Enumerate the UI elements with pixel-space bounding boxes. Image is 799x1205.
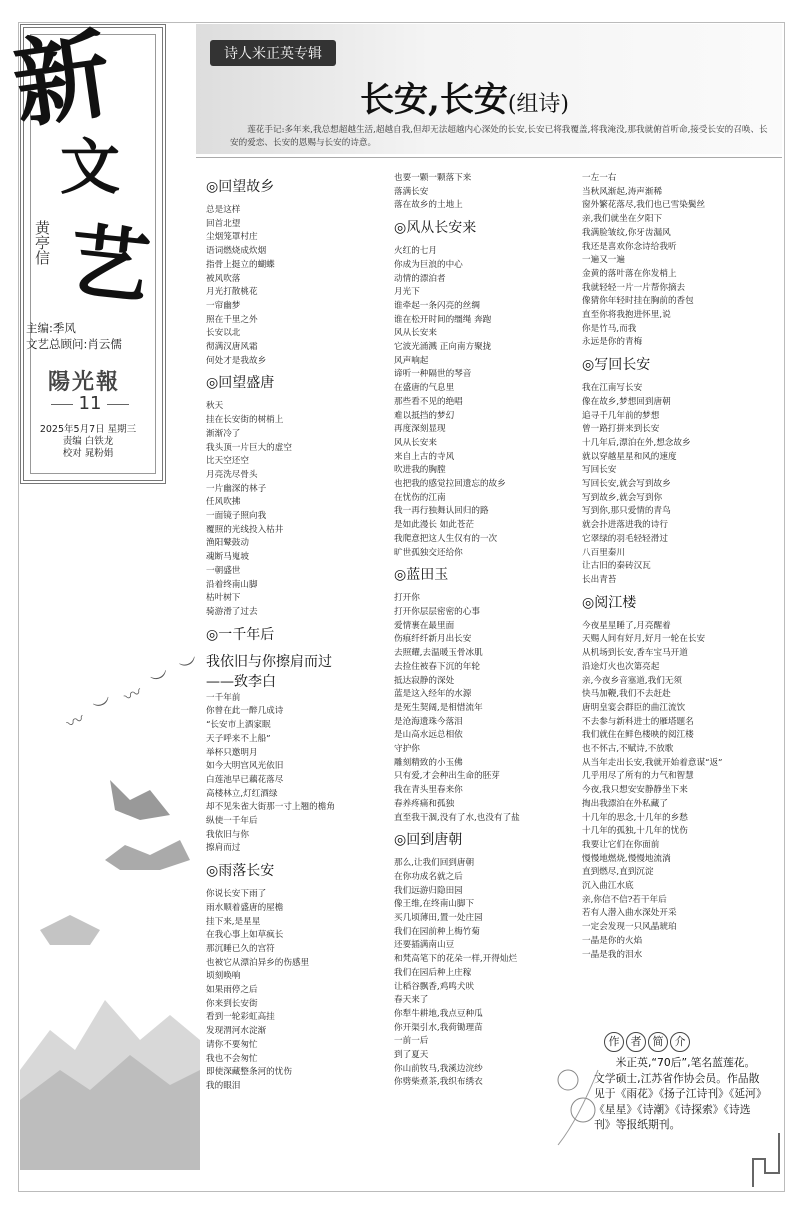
poem-line: 是沧海遗珠今落泪 [394,716,463,727]
poem-line: 是如此漫长 如此苍茫 [394,520,475,531]
poem-line: 渐渐冷了 [206,428,241,439]
poem-line: 亲,今夜乡音塞道,我们无须 [582,675,682,686]
poem-line: 我在江南写长安 [582,383,643,394]
poem-line: 爱情裹在最里面 [394,620,455,631]
poem-line: 我还是喜欢你念诗给我听 [582,241,677,252]
poem-line: 八百里秦川 [582,547,625,558]
poem-title: ◎回望盛唐 [206,375,275,392]
poem-line: 抵达寂静的深处 [394,675,455,686]
poem-line: 在盛唐的气息里 [394,383,455,394]
paper-name: 陽光報 [48,369,121,395]
poem-line: 慢慢地燃烧,慢慢地流淌 [582,853,671,864]
poem-title: ◎写回长安 [582,357,651,374]
poem-line: 一片幽深的林子 [206,483,267,494]
poem-line: 打开你 [394,593,420,604]
poem-line: 旷世孤独交还给你 [394,547,463,558]
poem-line: 直至我干涸,没有了水,也没有了盐 [394,812,520,823]
author-heading-char-1: 作 [604,1032,624,1052]
poem-line: 发现渭河水淀渐 [206,1026,267,1037]
poem-line: 天赐人间有好月,好月一轮在长安 [582,634,706,645]
poem-line: 只有爱,才会种出生命的胚芽 [394,771,500,782]
poem-line: 也把我的感觉拉回遗忘的故乡 [394,479,506,490]
poem-line: “长安市上酒家眠 [206,720,271,731]
poem-line: 我的眼泪 [206,1080,241,1091]
poem-line: 到了夏天 [394,1050,429,1061]
poem-line: 春养疼痛和孤独 [394,798,455,809]
proofreader: 校对 晁粉娟 [62,448,114,459]
poem-line: 去照耀,去温暖玉骨冰肌 [394,648,483,659]
poem-line: 春天来了 [394,995,429,1006]
poem-line: 如果雨停之后 [206,985,258,996]
poem-line: 不去参与新科进士的雁塔题名 [582,716,694,727]
poem-line: 落在故乡的土地上 [394,200,463,211]
poem-line: 挂在长安街的树梢上 [206,415,284,426]
masthead-credits [26,320,122,352]
poem-line: 擦肩而过 [206,843,241,854]
poem-line: 我一再行独舞认回归的路 [394,506,489,517]
poem-line: 我头顶一片巨大的虚空 [206,442,292,453]
poem-line: 如今大明宫风光依旧 [206,761,284,772]
poem-line: 打开你层层密密的心事 [394,606,480,617]
poem-line: 举杯只邀明月 [206,747,258,758]
poem-title: ◎回望故乡 [206,179,275,195]
poem-line: 它翠绿的羽毛轻轻滑过 [582,533,668,544]
masthead-calligraphy-2: 文 [60,133,120,203]
poem-line: 我也不会匆忙 [206,1053,258,1064]
poem-line: 直到燃尽,直到沉淀 [582,867,654,878]
poem-line: 像王维,在终南山脚下 [394,899,475,910]
poem-line: 一定会发现一只风晶琥珀 [582,922,677,933]
author-heading-char-4: 介 [670,1032,690,1052]
poem-line: 金黄的落叶落在你发梢上 [582,268,677,279]
birds-decoration: 〰 ︶ 〰 ︶ ︶ [63,653,207,736]
poem-line: 再度深刻显现 [394,424,446,435]
poem-line: 你劈柴煮茶,我织布绣衣 [394,1077,483,1088]
poem-line: 何处才是我故乡 [206,355,267,366]
poem-line: 还要插满南山豆 [394,940,455,951]
poem-line: 窗外繁花落尽,我们也已雪染鬓丝 [582,200,706,211]
poem-line: 唐明皇宴会群臣的曲江流饮 [582,702,686,713]
poem-line: 骑游滑了过去 [206,606,258,617]
poem-line: 若有人潜入曲水深处开采 [582,908,677,919]
poem-line: 从机场到长安,香车宝马开道 [582,648,688,659]
poem-title: ◎回到唐朝 [394,832,463,849]
author-bio: 米正英,“70后”,笔名蓝莲花。文学硕士,江苏省作协会员。作品散见于《雨花》《扬子江诗刊》《延河》《星星》《诗潮》《诗探索》《诗选刊》等报纸期刊。 [594,1056,762,1131]
poem-line: 追寻千几年前的梦想 [582,410,660,421]
poem-line: 我依旧与你 [206,829,249,840]
poem-line: 是死生契阔,是相惜流年 [394,702,483,713]
credit-chief-editor: 主编:季风 [26,321,76,335]
issue-date: 2025年5月7日 星期三 [39,424,137,435]
poem-line: 你来到长安街 [206,998,258,1009]
poem-line: 就以穿越星星和风的速度 [582,451,677,462]
poem-line: 蓝是这入经年的水源 [394,689,472,700]
date-block [28,424,148,460]
poem-line: 一千年前 [206,692,241,703]
poem-line: 今夜,我只想安安静静坐下来 [582,785,688,796]
poem-line: 渔阳鼙鼓动 [206,538,249,549]
poem-subtitle: ——致李白 [206,673,276,690]
poem-line: 谁在松开时间的缰绳 奔跑 [394,314,492,325]
poem-line: 也被它从漂泊异乡的伤感里 [206,957,310,968]
poem-title: ◎风从长安来 [394,220,477,237]
poem-line: 和梵高笔下的花朵一样,开得灿烂 [394,954,518,965]
poem-line: 写到你,那只爱情的青鸟 [582,506,671,517]
masthead-calligraphy-3: 艺 [64,213,155,315]
poem-line: 像猜你年轻时挂在胸前的香包 [582,296,694,307]
poem-line: 买几顷薄田,置一处庄园 [394,913,483,924]
poem-line: 十几年后,漂泊在外,想念故乡 [582,437,691,448]
poem-line: 你是竹马,而我 [582,323,637,334]
poem-line: 却不见朱雀大街那一寸上翘的檐角 [206,802,335,813]
poem-line: 掏出我漂泊在外私藏了 [582,798,668,809]
poem-line: 风声响起 [394,355,429,366]
header-rule [196,157,782,158]
poem-title: ◎阅江楼 [582,594,637,611]
corner-ornament [751,1129,781,1189]
poem-line: 语词燃烧成炊烟 [206,246,267,257]
poem-line: 在忧伤的江南 [394,492,446,503]
poem-line: 难以抵挡的梦幻 [394,410,455,421]
poem-line: 守护你 [394,744,420,755]
responsible-editor: 责编 白铁龙 [62,436,114,447]
poem-line: 沉入曲江水底 [582,881,634,892]
credit-consultant: 文艺总顾问:肖云儒 [26,337,122,351]
poem-line: 我满脸皱纹,你牙齿漏风 [582,227,671,238]
poem-line: 谁牵起一条闪亮的丝绸 [394,300,480,311]
author-heading-char-3: 简 [648,1032,668,1052]
poem-line: 顷刻唤响 [206,971,241,982]
poem-line: 亲,你信不信?若干年后 [582,894,667,905]
page-number: 11 [40,393,140,414]
mountain-scenery-illustration [20,770,200,1170]
poem-line: 长出青苔 [582,574,617,585]
poem-line: 总是这样 [206,205,241,215]
poem-line: 看到一轮彩虹高挂 [206,1012,275,1023]
poem-line: 在你功成名就之后 [394,871,463,882]
poem-line: 你山前牧马,我溪边浣纱 [394,1063,483,1074]
poem-line: 它波光涌溅 正向南方聚拢 [394,342,492,353]
main-title-text: 长安,长安 [360,80,508,120]
column-tag: 诗人米正英专辑 [210,40,336,66]
poem-line: 来自上古的寺风 [394,451,455,462]
poem-line: 请你不要匆忙 [206,1039,258,1050]
poem-line: 沿着终南山脚 [206,579,258,590]
poem-line: 我们就住在鲜色楼映的阅江楼 [582,730,694,741]
poem-line: 谛听一种隔世的琴音 [394,369,472,380]
poem-line: 魂断马嵬坡 [206,552,249,563]
poem-line: 风从长安来 [394,328,437,339]
poem-line: 曾一路打拼来到长安 [582,424,660,435]
poem-line: 永远是你的青梅 [582,337,643,348]
poem-line: 月光下 [394,287,420,298]
poem-line: 一帘幽梦 [206,300,241,311]
poem-line: 就会扑进落进我的诗行 [582,520,668,531]
poem-line: 也不怀古,不赋诗,不放歌 [582,744,674,755]
poem-line: 让稻谷飘香,鸡鸣犬吠 [394,981,475,992]
poem-line: 亲,我们就坐在夕阳下 [582,214,663,225]
poem-line: 比天空还空 [206,456,249,467]
column-2 [394,172,580,1090]
column-3 [582,172,772,962]
poem-line: 当秋风渐起,涛声渐稀 [582,186,663,197]
poem-line: 写回长安,就会写到故乡 [582,479,671,490]
column-1 [206,172,386,1094]
poem-line: 伤痕纤纤新月出长安 [394,634,472,645]
poem-line: 让古旧的秦砖汉瓦 [582,561,651,572]
poem-line: 秋天 [206,401,224,412]
poem-line: 我们在园后种上庄稼 [394,967,472,978]
poem-line: 写到故乡,就会写到你 [582,492,663,503]
poem-line: 沿途灯火也次第亮起 [582,661,660,672]
poem-subtitle: 我依旧与你擦肩而过 [206,653,332,670]
poem-line: 一前一后 [394,1036,429,1047]
poem-line: 你犁牛耕地,我点豆种瓜 [394,1008,483,1019]
main-title-subtitle: (组诗) [507,92,570,117]
poem-line: 在我心事上如草疯长 [206,930,284,941]
main-title [360,72,569,121]
poem-line: 也要一颗一颗落下来 [394,173,472,183]
poem-line: 雕刻精致的小玉佛 [394,757,463,768]
poem-line: 彻满汉唐风霜 [206,342,258,353]
poem-line: 快马加鞭,我们不去赶赴 [582,689,671,700]
poem-line: 枯叶树下 [206,593,241,604]
poem-line: 我在青头里春来你 [394,785,463,796]
poem-title: ◎蓝田玉 [394,567,449,584]
poem-line: 一左一右 [582,173,617,183]
poem-line: 你曾在此一醉几成诗 [206,706,284,717]
poem-line: 月光打散桃花 [206,287,258,298]
poem-line: 像在故乡,梦想回到唐朝 [582,396,671,407]
poem-line: 风从长安来 [394,437,437,448]
poem-line: 写回长安 [582,465,617,476]
poem-line: 我们在园前种上梅竹菊 [394,926,480,937]
poem-line: 直至你将我抱进怀里,说 [582,310,671,321]
poem-line: 任风吹拂 [206,497,241,508]
poem-line: 火红的七月 [394,246,437,257]
poem-line: 你开渠引水,我荷锄理苗 [394,1022,483,1033]
poem-line: 尘烟笼罩村庄 [206,232,258,243]
poem-line: 动情的漂泊者 [394,273,446,284]
poem-line: 指骨上挺立的蝴蝶 [206,259,275,270]
poem-line: 高楼林立,灯红酒绿 [206,788,278,799]
poem-title: ◎一千年后 [206,626,275,643]
poem-line: 挂下来,是星星 [206,916,261,927]
poem-line: 回首北望 [206,218,241,229]
poem-line: 月亮洗尽骨头 [206,469,258,480]
poem-line: 我就轻轻一片一片帮你摘去 [582,282,686,293]
poem-line: 雨水顺着盛唐的屋檐 [206,902,284,913]
poem-line: 长安以北 [206,328,241,339]
poem-line: 纵使一千年后 [206,816,258,827]
poem-line: 我们远游归隐田园 [394,885,463,896]
poem-line: 我爬意把这人生仅有的一次 [394,533,498,544]
poem-line: 照在千里之外 [206,314,258,325]
poem-title: ◎雨落长安 [206,863,275,880]
author-heading-char-2: 者 [626,1032,646,1052]
poem-line: 一朝盛世 [206,565,241,576]
poem-line: 天子呼来不上船” [206,733,271,744]
poem-line: 一遍又一遍 [582,255,625,266]
poem-line: 你说长安下雨了 [206,889,267,900]
preface-note: 莲花手记:多年来,我总想超越生活,超越自我,但却无法超越内心深处的长安,长安已将我覆盖,将我淹没,那我就俯首听命,接受长安的召唤、长安的爱恋、长安的恩赐与长安的诗意。 [230,125,768,148]
poem-line: 即使深藏整条河的忧伤 [206,1067,292,1078]
poem-line: 一晶是你的火焰 [582,935,643,946]
poem-line: 今夜星星睡了,月亮醒着 [582,620,671,631]
poem-line: 是山高水远总相依 [394,730,463,741]
poem-line: 去捡住被春下沉的年轮 [394,661,480,672]
poem-line: 一晶是我的泪水 [582,949,643,960]
poem-line: 吹进我的胸膛 [394,465,446,476]
poem-line: 一面镜子照向我 [206,511,267,522]
poem-line: 那些看不见的绝唱 [394,396,463,407]
poem-line: 被风吹落 [206,273,241,284]
poem-line: 那么,让我们回到唐朝 [394,858,475,869]
author-heading [604,1030,692,1052]
poem-line: 覆照的光线投入枯井 [206,524,284,535]
poem-line: 从当年走出长安,我就开始着意谋“返” [582,757,723,768]
poem-line: 几乎用尽了所有的力气和智慧 [582,771,694,782]
poem-line: 白莲池早已藕花落尽 [206,774,284,785]
masthead-signature: 黄亭信 [33,220,51,265]
masthead-calligraphy-1: 新 [6,16,118,143]
poem-line: 十几年的思念,十几年的乡愁 [582,812,688,823]
poem-line: 落满长安 [394,186,429,197]
poem-line: 十几年的孤独,十几年的忧伤 [582,826,688,837]
poem-line: 你成为巨浪的中心 [394,259,463,270]
poem-line: 那沉睡已久的宫符 [206,943,275,954]
poem-line: 我要让它们在你面前 [582,839,660,850]
